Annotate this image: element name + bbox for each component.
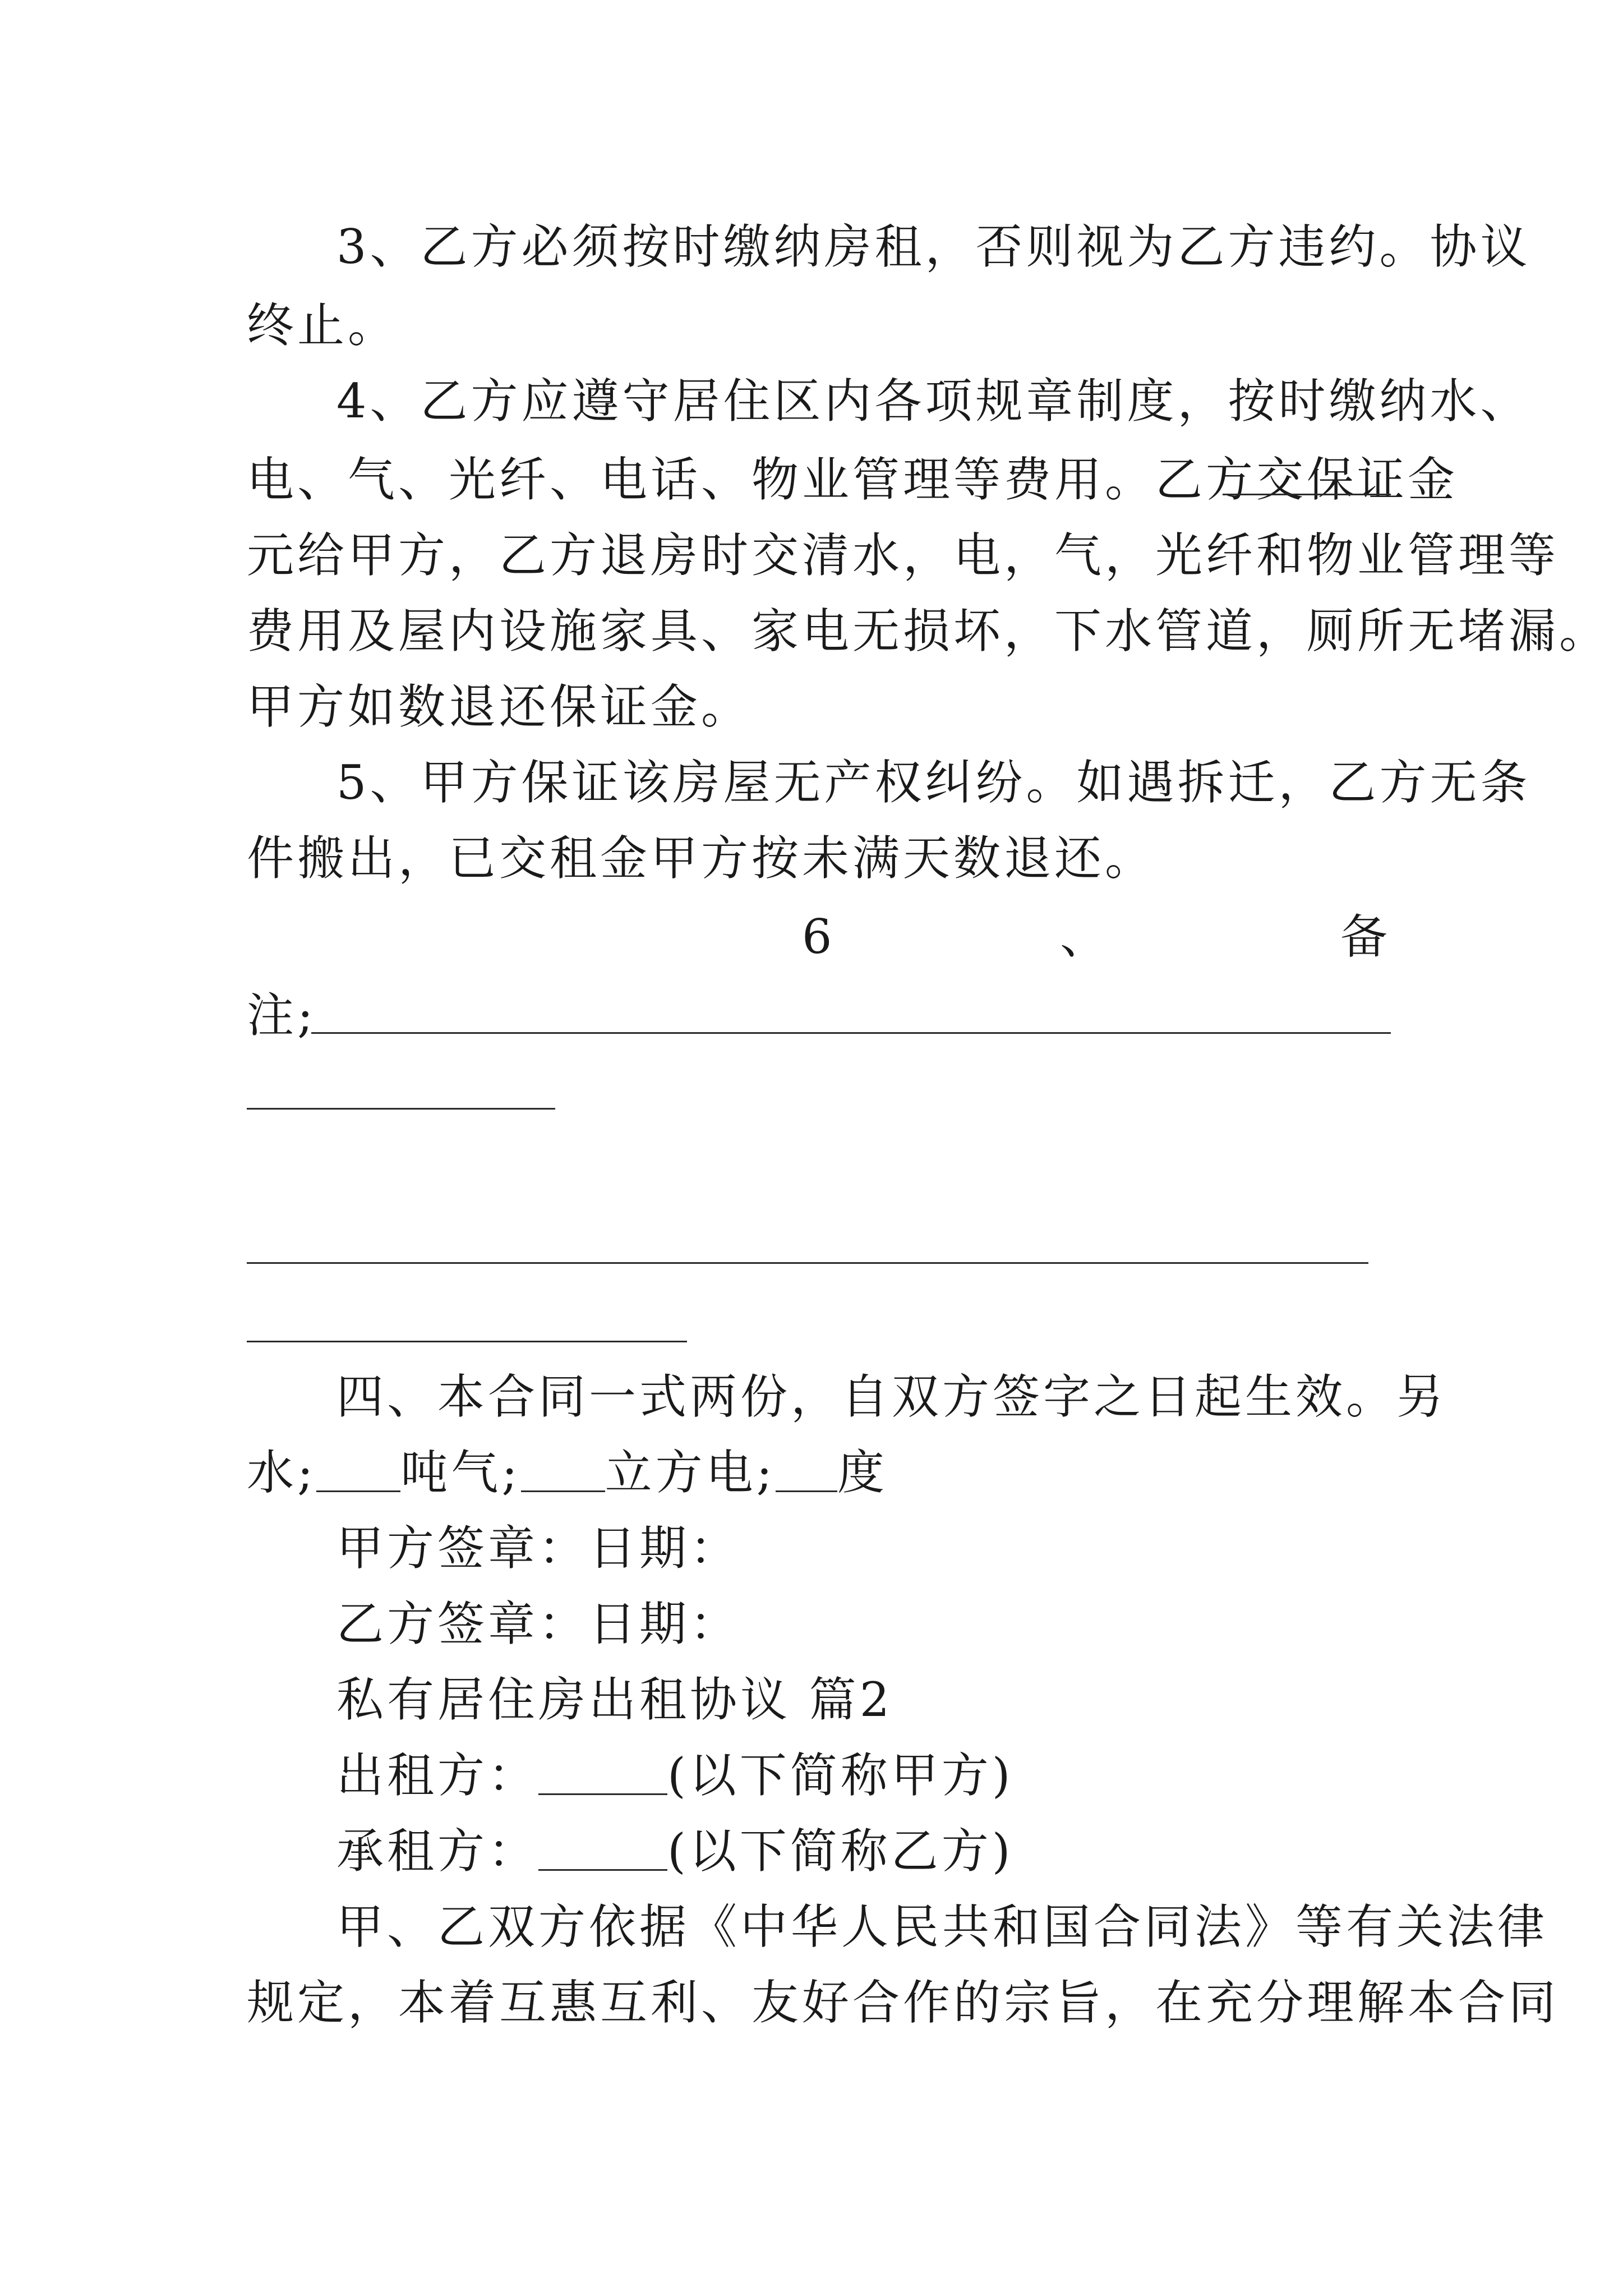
electric-blank [776, 1443, 837, 1492]
remarks-blank-line-2 [247, 1108, 555, 1110]
unit-label: 度 [837, 1445, 888, 1500]
clause-3-line-2: 终止。 [247, 298, 399, 353]
clause-4-line-2: 电、气、光纤、电话、物业管理等费用。乙方交保证金 [247, 452, 1459, 507]
clause-6-number: 6 [802, 909, 836, 964]
section-4-line-1: 四、本合同一式两份，自双方签字之日起生效。另 [336, 1369, 1447, 1424]
lessee-line [336, 1812, 1391, 1890]
lessee-blank [538, 1822, 667, 1871]
clause-6-line-2: 注; [247, 988, 317, 1043]
clause-4-line-3: 元给甲方，乙方退房时交清水，电，气，光纤和物业管理等 [247, 528, 1560, 583]
lessor-blank [538, 1746, 667, 1795]
clause-4-line-1: 4、乙方应遵守居住区内各项规章制度，按时缴纳水、 [336, 374, 1531, 429]
law-basis-line-2: 规定，本着互惠互利、友好合作的宗旨，在充分理解本合同 [247, 1975, 1560, 2030]
clause-6-word: 备 [1340, 909, 1391, 964]
clause-4-line-4: 费用及屋内设施家具、家电无损坏，下水管道，厕所无堵漏。 [247, 604, 1610, 659]
lessor-note: (以下简称甲方) [667, 1748, 1014, 1803]
signature-party-a: 甲方签章：日期： [336, 1521, 741, 1576]
signature-party-b: 乙方签章：日期： [336, 1596, 741, 1651]
lessee-note: (以下简称乙方) [667, 1824, 1014, 1879]
lessor-label: 出租方： [336, 1748, 539, 1803]
electric-label: 立方电; [605, 1445, 776, 1500]
lessor-line [336, 1736, 1391, 1815]
section-title-2: 私有居住房出租协议 篇2 [336, 1672, 893, 1727]
remarks-blank-line-3 [247, 1262, 1368, 1264]
clause-6-separator: 、 [1060, 909, 1111, 964]
remarks-blank-line-4 [247, 1341, 687, 1342]
clause-5-line-2: 件搬出，已交租金甲方按未满天数退还。 [247, 831, 1156, 886]
clause-3-line-1: 3、乙方必须按时缴纳房租，否则视为乙方违约。协议 [336, 219, 1531, 274]
water-label: 水; [247, 1445, 317, 1500]
lessee-label: 承租方： [336, 1824, 539, 1879]
clause-6-line-1 [247, 898, 1391, 976]
deposit-blank [1223, 494, 1391, 495]
water-blank [316, 1443, 400, 1492]
section-4-line-2 [247, 1433, 1391, 1512]
remarks-blank-line-1 [311, 1032, 1391, 1034]
gas-label: 吨气; [400, 1445, 521, 1500]
clause-5-line-1: 5、甲方保证该房屋无产权纠纷。如遇拆迁，乙方无条 [336, 755, 1531, 810]
gas-blank [521, 1443, 605, 1492]
law-basis-line-1: 甲、乙双方依据《中华人民共和国合同法》等有关法律 [336, 1899, 1548, 1954]
clause-4-line-5: 甲方如数退还保证金。 [247, 679, 752, 734]
